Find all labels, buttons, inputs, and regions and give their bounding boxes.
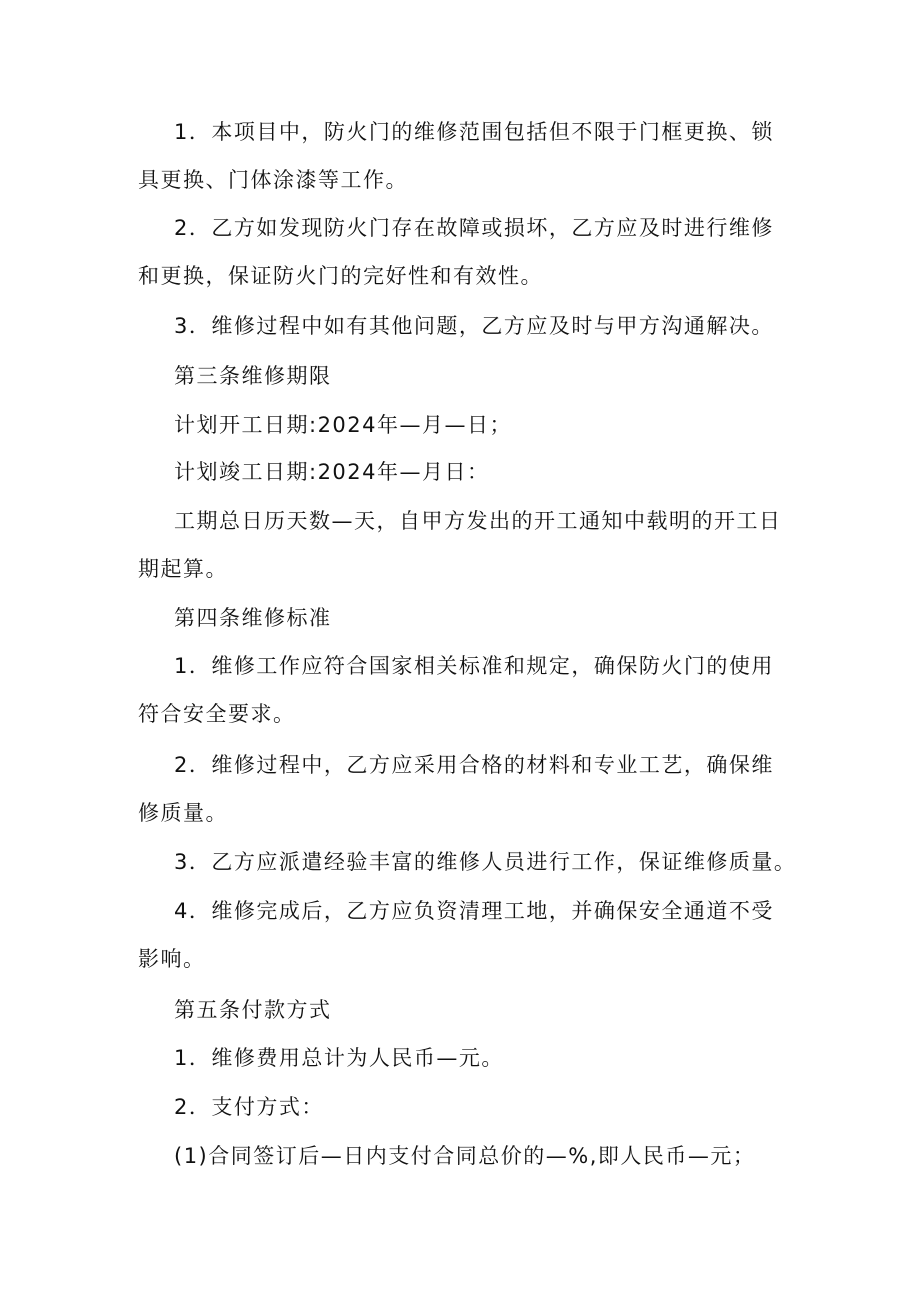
planned-start-date: 计划开工日期:2024年—月—日； (174, 413, 513, 437)
section-heading-4: 第四条维修标准 (174, 606, 332, 630)
planned-completion-date: 计划竣工日期:2024年—月日： (174, 460, 490, 484)
payment-term-1: (1)合同签订后—日内支付合同总价的—%,即人民币—元； (174, 1144, 756, 1168)
clause-2-item-2: 2．乙方如发现防火门存在故障或损坏，乙方应及时进行维修和更换，保证防火门的完好性和有效性。 (138, 216, 774, 288)
clause-2-item-1: 1．本项目中，防火门的维修范围包括但不限于门框更换、锁具更换、门体涂漆等工作。 (138, 120, 774, 192)
section-heading-3: 第三条维修期限 (174, 364, 332, 388)
clause-4-item-2: 2．维修过程中，乙方应采用合格的材料和专业工艺，确保维修质量。 (138, 753, 774, 825)
clause-4-item-4: 4．维修完成后，乙方应负资清理工地，并确保安全通道不受影响。 (138, 899, 774, 971)
clause-5-item-2: 2．支付方式： (174, 1095, 324, 1119)
clause-2-item-3: 3．维修过程中如有其他问题，乙方应及时与甲方沟通解决。 (174, 314, 774, 338)
clause-4-item-1: 1．维修工作应符合国家相关标准和规定，确保防火门的使用符合安全要求。 (138, 654, 774, 726)
section-heading-5: 第五条付款方式 (174, 998, 332, 1022)
total-duration: 工期总日历天数—天，自甲方发出的开工通知中载明的开工日期起算。 (138, 509, 782, 581)
clause-5-item-1: 1．维修费用总计为人民币—元。 (174, 1046, 504, 1070)
clause-4-item-3: 3．乙方应派遣经验丰富的维修人员进行工作，保证维修质量。 (174, 850, 797, 874)
